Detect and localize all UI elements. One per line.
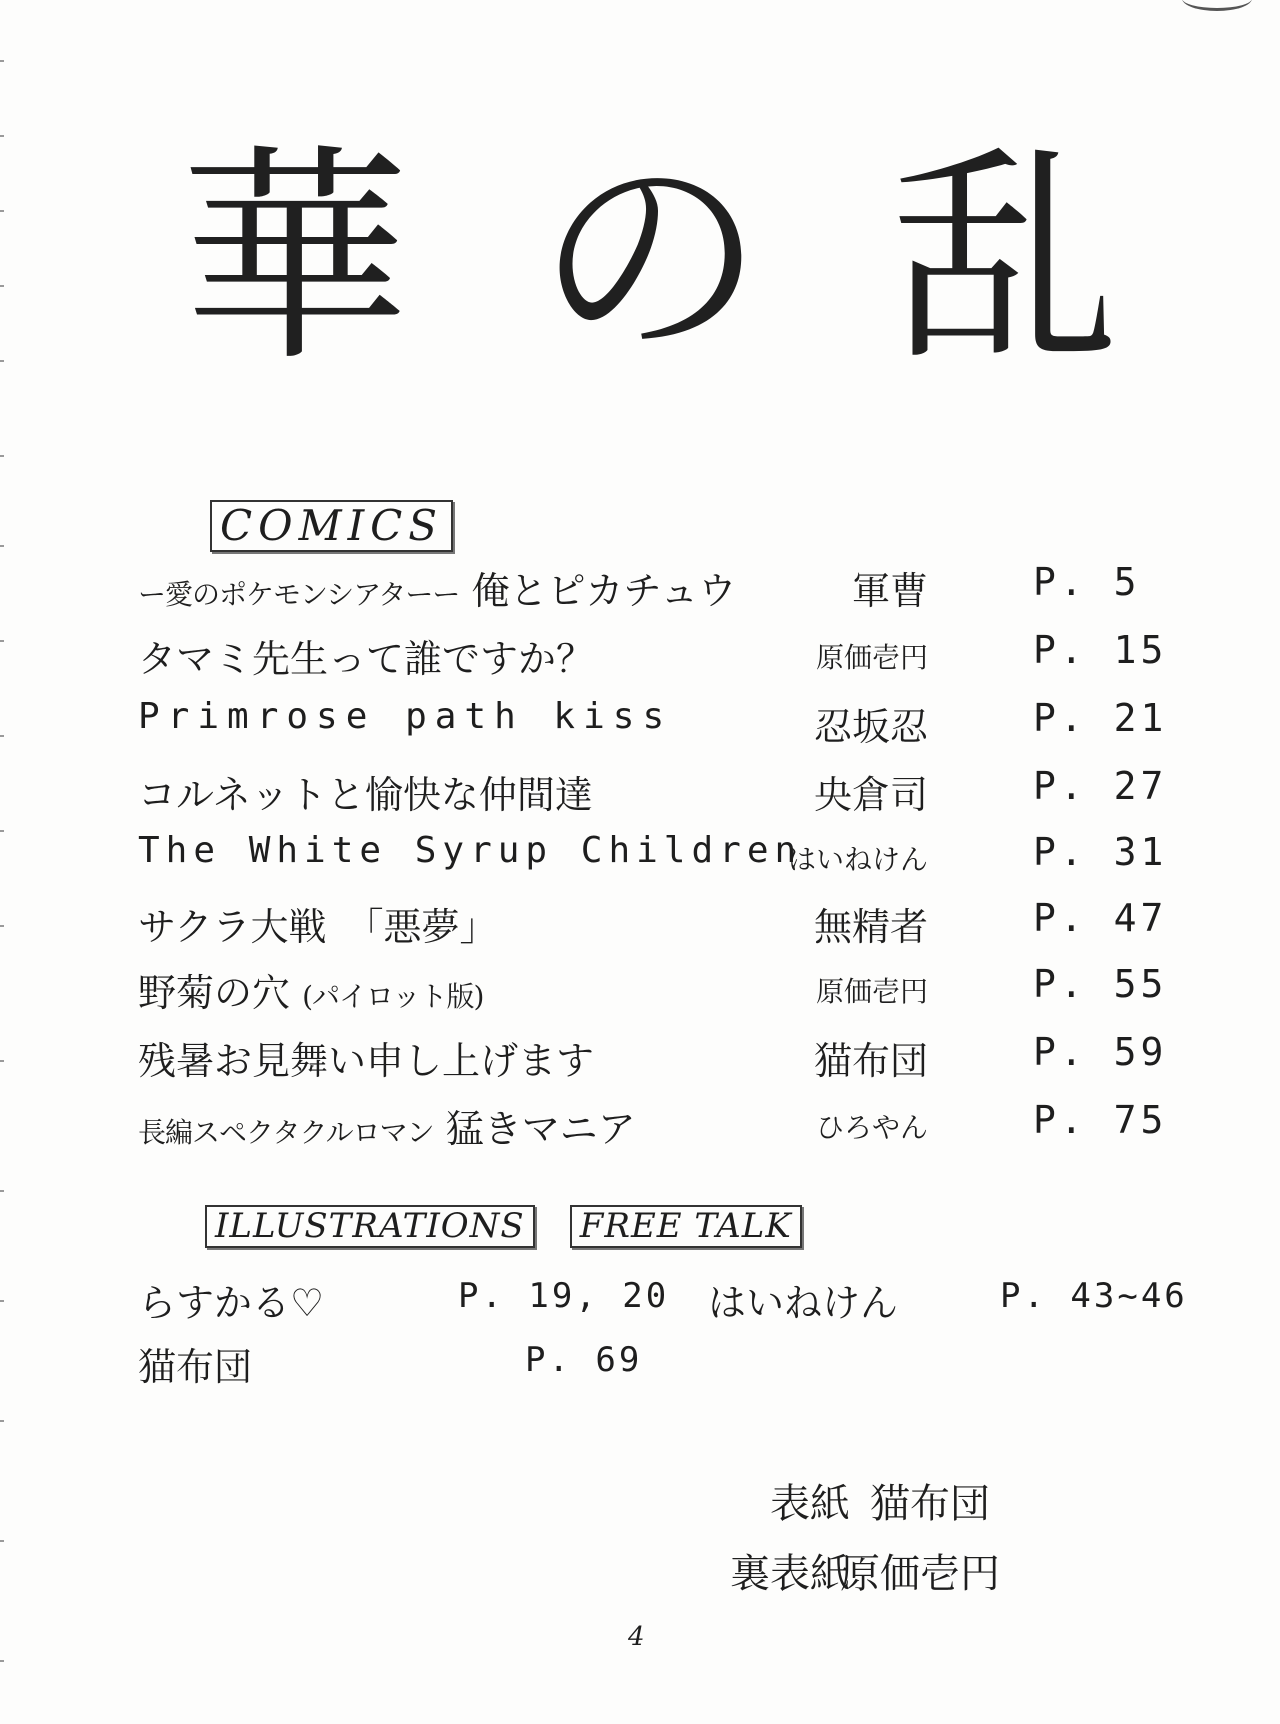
toc-title-text: 猛きマニア [445, 1107, 636, 1151]
toc-row [138, 628, 1168, 688]
toc-author: 原価壱円 [815, 975, 928, 1008]
toc-author: 軍曹 [851, 569, 928, 613]
toc-row [138, 560, 1158, 620]
illustrations-label: ILLUSTRATIONS [205, 1205, 535, 1248]
toc-page: P. 31 [1033, 830, 1168, 874]
extra-item-page: P. 43~46 [1000, 1276, 1188, 1316]
toc-row [138, 830, 1168, 890]
toc-row [138, 1098, 1168, 1158]
free-talk-label: FREE TALK [570, 1205, 802, 1248]
toc-title: 残暑お見舞い申し上げます [138, 1039, 595, 1083]
extra-item-name: らすかる♡ [138, 1281, 325, 1325]
toc-author: 原価壱円 [815, 641, 928, 674]
toc-page: P. 47 [1033, 896, 1168, 940]
toc-title: サクラ大戦 「悪夢」 [138, 905, 498, 949]
credit-name: 猫布団 [870, 1481, 990, 1527]
toc-page: P. 59 [1033, 1030, 1168, 1074]
toc-row [138, 1030, 1168, 1090]
toc-row [138, 962, 1168, 1022]
toc-subtitle: 長編スペクタクルロマン [138, 1116, 434, 1149]
extra-item-page: P. 69 [525, 1340, 643, 1380]
toc-title: コルネットと愉快な仲間達 [138, 773, 593, 817]
extras-section-labels [205, 1205, 832, 1248]
toc-author: はいねけん [787, 843, 928, 876]
credit-role: 裏表紙 [730, 1551, 850, 1597]
toc-title [138, 1098, 636, 1153]
binding-edge-marks [0, 0, 8, 1724]
extra-item-name: はいねけん [708, 1281, 899, 1325]
credit-row [660, 1542, 1040, 1612]
toc-author: 無精者 [813, 905, 928, 949]
toc-page: P. 21 [1033, 696, 1168, 740]
toc-author: 猫布団 [813, 1039, 928, 1083]
toc-title-note: (パイロット版) [302, 980, 484, 1013]
toc-page: P. 55 [1033, 962, 1168, 1006]
credit-name: 原価壱円 [840, 1551, 1000, 1597]
corner-mark [1182, 0, 1252, 11]
page-title [180, 126, 1120, 393]
toc-row [138, 764, 1168, 824]
toc-author: 忍坂忍 [813, 705, 928, 749]
toc-title-text: 俺とピカチュウ [471, 569, 737, 613]
toc-title [138, 560, 736, 615]
title-char-3: 乱 [889, 126, 1120, 393]
toc-row [138, 696, 1168, 756]
comics-section-label: COMICS [210, 500, 453, 552]
toc-author: ひろやん [815, 1111, 928, 1144]
toc-title: The White Syrup Children [138, 830, 803, 871]
toc-title-text: 野菊の穴 [138, 971, 291, 1015]
toc-author: 央倉司 [813, 773, 928, 817]
credit-role: 表紙 [770, 1481, 850, 1527]
toc-title [138, 962, 483, 1017]
extra-item-page: P. 19, 20 [458, 1276, 670, 1316]
page-number: 4 [628, 1622, 645, 1652]
toc-page: P. 75 [1033, 1098, 1168, 1142]
extra-item-name: 猫布団 [138, 1345, 253, 1389]
title-char-2: の [534, 126, 765, 393]
toc-title: Primrose path kiss [138, 696, 673, 737]
toc-page: P. 27 [1033, 764, 1168, 808]
cover-credits [660, 1472, 1040, 1612]
toc-subtitle: ー愛のポケモンシアターー [138, 578, 460, 611]
toc-page: P. 15 [1033, 628, 1168, 672]
toc-title: タマミ先生って誰ですか？ [138, 637, 595, 681]
credit-row [660, 1472, 1040, 1542]
title-char-1: 華 [180, 126, 411, 393]
toc-row [138, 896, 1168, 956]
toc-page: P. 5 [1033, 560, 1141, 604]
